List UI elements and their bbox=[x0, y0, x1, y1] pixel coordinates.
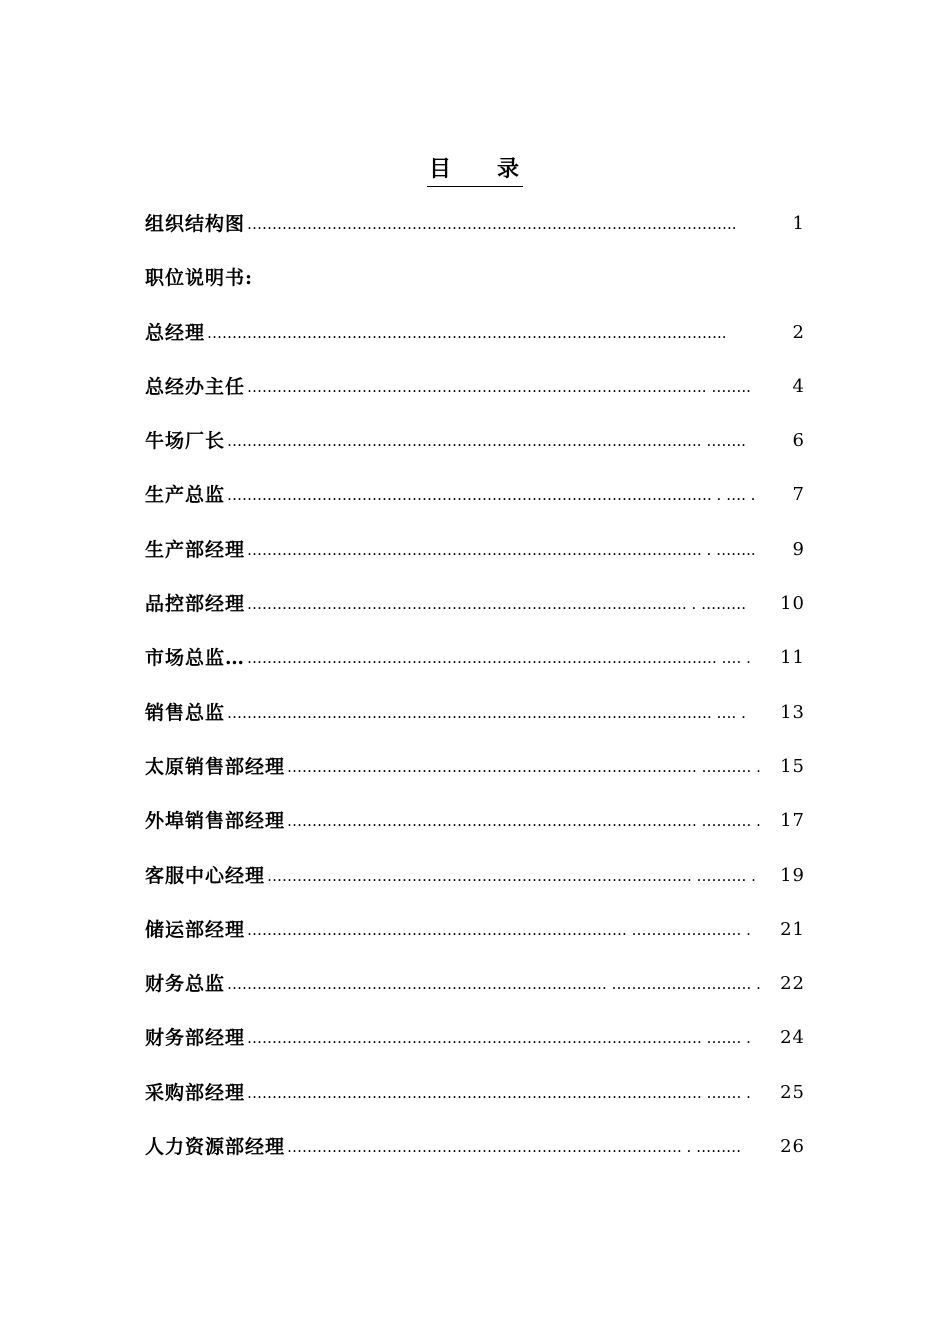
toc-entry-label: 生产部经理 bbox=[145, 538, 246, 561]
toc-entry[interactable] bbox=[145, 424, 805, 478]
toc-entry-page: 10 bbox=[780, 593, 805, 615]
toc-entry-label: 太原销售部经理 bbox=[145, 755, 286, 778]
toc-entry-leader: ………………………………………………………………………. ………. . bbox=[287, 812, 761, 831]
toc-section-heading-label: 职位说明书: bbox=[145, 267, 254, 290]
toc-entry-page: 7 bbox=[792, 484, 805, 506]
toc-entry-label: 品控部经理 bbox=[145, 593, 246, 616]
toc-entry-label: 生产总监 bbox=[145, 484, 226, 507]
toc-entry-label: 外埠销售部经理 bbox=[145, 810, 286, 833]
toc-entry-leader: …………………………………………………………………………………….. bbox=[247, 215, 737, 233]
toc-title-char-1: 目 bbox=[428, 156, 453, 182]
toc-entry-leader: ………………………………………………………………………………. ……. . bbox=[247, 1083, 751, 1102]
toc-entry-leader: ………………………………………………………………………. ………. . bbox=[287, 757, 761, 776]
toc-entry[interactable] bbox=[145, 696, 805, 750]
toc-entry[interactable] bbox=[145, 207, 805, 261]
toc-entry-leader: ……………………………………………………………………………………. …. . bbox=[227, 703, 746, 722]
toc-entry-label: 客服中心经理 bbox=[145, 864, 266, 887]
toc-title-underline bbox=[427, 153, 523, 187]
toc-entry-label: 人力资源部经理 bbox=[145, 1136, 286, 1159]
toc-entry-page: 11 bbox=[780, 647, 805, 669]
toc-entry[interactable] bbox=[145, 804, 805, 858]
toc-entry-label: 总经理 bbox=[145, 321, 206, 344]
toc-entry-label: 财务总监 bbox=[145, 973, 226, 996]
toc-entry-leader: ……………………………………………………………………………….. …….. bbox=[247, 377, 751, 396]
toc-entry-leader: …………………………………………………………………………. ………. . bbox=[267, 866, 756, 885]
toc-entry[interactable] bbox=[145, 316, 805, 370]
toc-entry-page: 22 bbox=[780, 973, 805, 995]
toc-entry-leader: ……………………………………………………………………. . ……… bbox=[287, 1138, 742, 1157]
toc-entry-label: 财务部经理 bbox=[145, 1027, 246, 1050]
toc-entry-label: 组织结构图 bbox=[145, 213, 246, 235]
toc-entry[interactable] bbox=[145, 750, 805, 804]
toc-entry[interactable] bbox=[145, 1021, 805, 1075]
toc-entry-leader: ………………………………………………………………………………. ……. . bbox=[247, 1029, 751, 1048]
toc-entry-label: 牛场厂长 bbox=[145, 430, 226, 453]
toc-entry-label: 总经办主任 bbox=[145, 375, 246, 398]
toc-entry-page: 6 bbox=[792, 430, 805, 452]
toc-entry-page: 17 bbox=[780, 810, 805, 832]
toc-entry-page: 25 bbox=[780, 1081, 805, 1103]
toc-entry-label: 销售总监 bbox=[145, 701, 226, 724]
toc-title bbox=[0, 153, 950, 187]
toc-entry[interactable] bbox=[145, 641, 805, 695]
toc-entry-leader: …………………………………………………………………………………. …. . bbox=[247, 649, 751, 668]
toc-entry-leader: ……………………………………………………………………………. . ……… bbox=[247, 595, 747, 614]
toc-entry[interactable] bbox=[145, 913, 805, 967]
toc-title-char-2: 录 bbox=[497, 156, 522, 182]
toc-entry[interactable] bbox=[145, 587, 805, 641]
toc-entry-leader: …………………………………………………………………. …………………. . bbox=[247, 920, 751, 939]
toc-entry[interactable] bbox=[145, 533, 805, 587]
toc-entry-page: 24 bbox=[780, 1027, 805, 1049]
toc-list bbox=[145, 207, 805, 1184]
toc-entry[interactable] bbox=[145, 478, 805, 532]
toc-entry-leader: ……………………………………………………………………………………. . …. . bbox=[227, 486, 756, 505]
toc-entry-leader: …………………………………………………………………. ………………………. . bbox=[227, 975, 761, 994]
toc-entry-page: 26 bbox=[780, 1136, 805, 1158]
toc-entry-page: 4 bbox=[792, 375, 805, 397]
toc-entry[interactable] bbox=[145, 370, 805, 424]
toc-entry-label: 储运部经理 bbox=[145, 918, 246, 941]
toc-entry[interactable] bbox=[145, 967, 805, 1021]
toc-entry-label: 采购部经理 bbox=[145, 1081, 246, 1104]
toc-entry-page: 9 bbox=[792, 538, 805, 560]
toc-entry-page: 2 bbox=[792, 321, 805, 343]
toc-entry-page: 15 bbox=[780, 755, 805, 777]
toc-entry-leader: ………………………………………………………………………………………….. bbox=[207, 323, 727, 342]
toc-entry-page: 21 bbox=[780, 918, 805, 940]
toc-entry-leader: ………………………………………………………………………………. . …….. bbox=[247, 540, 756, 559]
toc-entry-leader: ………………………………………………………………………………….. …….. bbox=[227, 432, 746, 451]
toc-entry-page: 1 bbox=[792, 213, 805, 234]
toc-entry[interactable] bbox=[145, 1076, 805, 1130]
toc-entry-page: 19 bbox=[780, 864, 805, 886]
toc-entry[interactable] bbox=[145, 1130, 805, 1184]
toc-entry-page: 13 bbox=[780, 701, 805, 723]
toc-section-heading bbox=[145, 261, 805, 315]
toc-entry[interactable] bbox=[145, 859, 805, 913]
toc-entry-label: 市场总监… bbox=[145, 647, 246, 670]
